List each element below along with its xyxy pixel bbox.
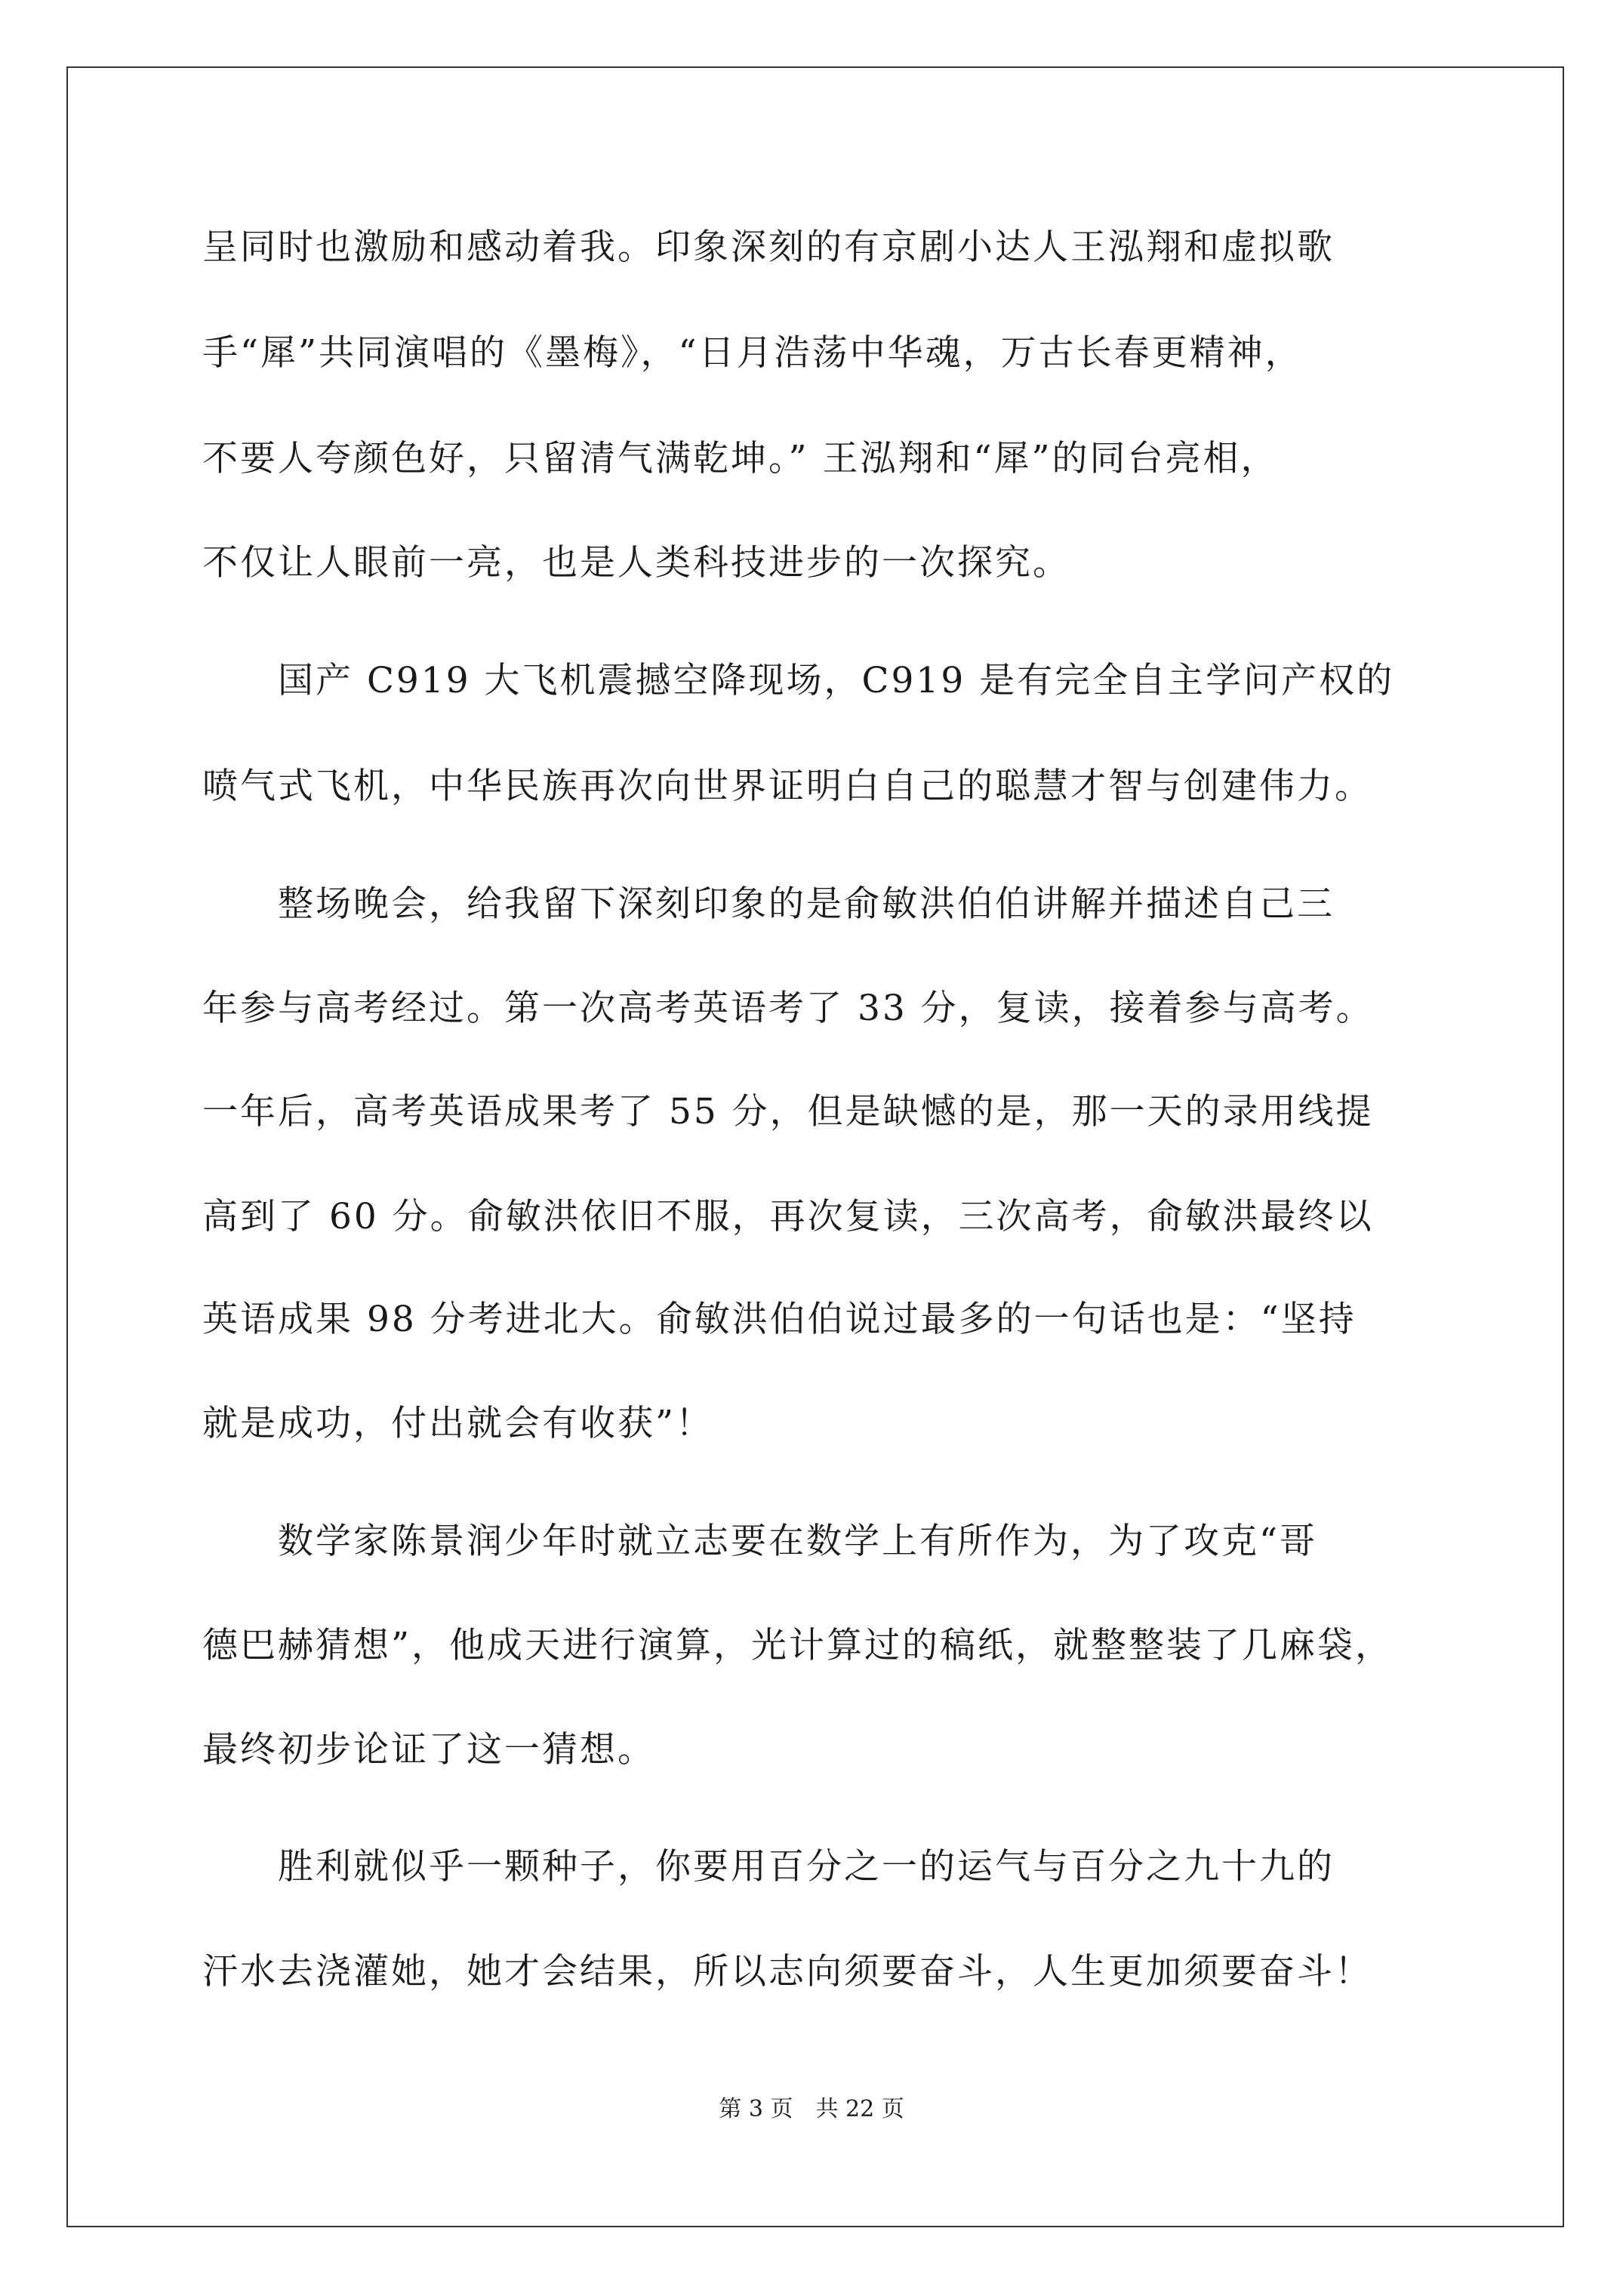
body-text-line: 胜利就似乎一颗种子，你要用百分之一的运气与百分之九十九的 xyxy=(202,1846,1335,1888)
body-text-line: 德巴赫猜想”，他成天进行演算，光计算过的稿纸，就整整装了几麻袋， xyxy=(202,1625,1394,1666)
body-text-line: 不仅让人眼前一亮，也是人类科技进步的一次探究。 xyxy=(202,542,1070,584)
body-text-line: 呈同时也激励和感动着我。印象深刻的有京剧小达人王泓翔和虚拟歌 xyxy=(202,227,1335,268)
body-text-line: 年参与高考经过。第一次高考英语考了 33 分，复读，接着参与高考。 xyxy=(202,988,1374,1029)
body-text-line: 不要人夸颜色好，只留清气满乾坤。” 王泓翔和“犀”的同台亮相， xyxy=(202,438,1279,479)
body-text-line: 喷气式飞机，中华民族再次向世界证明白自己的聪慧才智与创建伟力。 xyxy=(202,766,1372,807)
body-text-line: 高到了 60 分。俞敏洪依旧不服，再次复读，三次高考，俞敏洪最终以 xyxy=(202,1196,1374,1237)
body-text-line: 国产 C919 大飞机震撼空降现场，C919 是有完全自主学问产权的 xyxy=(202,660,1395,701)
body-text-line: 就是成功，付出就会有收获”！ xyxy=(202,1403,714,1444)
body-text-line: 汗水去浇灌她，她才会结果，所以志向须要奋斗，人生更加须要奋斗！ xyxy=(202,1951,1372,1992)
body-text-line: 最终初步论证了这一猜想。 xyxy=(202,1729,655,1771)
body-text-line: 整场晚会，给我留下深刻印象的是俞敏洪伯伯讲解并描述自己三 xyxy=(202,883,1335,925)
body-text-line: 数学家陈景润少年时就立志要在数学上有所作为，为了攻克“哥 xyxy=(202,1521,1318,1562)
page-border xyxy=(66,66,1564,2227)
body-text-line: 手“犀”共同演唱的《墨梅》，“日月浩荡中华魂，万古长春更精神， xyxy=(202,332,1303,374)
page-number-footer: 第 3 页 共 22 页 xyxy=(719,2096,904,2122)
body-text-line: 一年后，高考英语成果考了 55 分，但是缺憾的是，那一天的录用线提 xyxy=(202,1091,1374,1133)
body-text-line: 英语成果 98 分考进北大。俞敏洪伯伯说过最多的一句话也是：“坚持 xyxy=(202,1299,1357,1340)
